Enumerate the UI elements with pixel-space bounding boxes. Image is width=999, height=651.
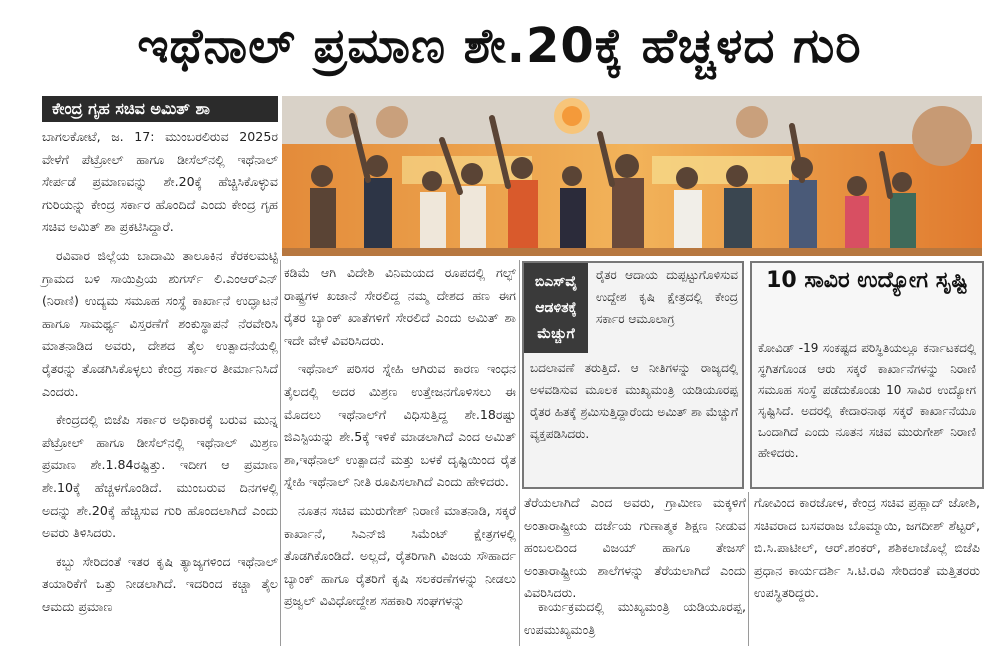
kicker: ಕೇಂದ್ರ ಗೃಹ ಸಚಿವ ಅಮಿತ್ ಶಾ	[42, 96, 278, 122]
box-text-top: ರೈತರ ಆದಾಯ ದುಪ್ಪಟ್ಟುಗೊಳಿಸುವ ಉದ್ದೇಶ ಕೃಷಿ ಕ್ಷೇತ್ರದಲ್ಲಿ ಕೇಂದ್ರ ಸರ್ಕಾರ ಆಮೂಲಾಗ್ರ	[596, 268, 738, 326]
column-divider	[280, 260, 281, 646]
paragraph: ಇಥೆನಾಲ್ ಪರಿಸರ ಸ್ನೇಹಿ ಆಗಿರುವ ಕಾರಣ ಇಂಧನ ತೈಲದಲ್ಲಿ ಅದರ ಮಿಶ್ರಣ ಉತ್ತೇಜನಗೊಳಿಸಲು ಈ ಮೊದಲು ಇಥೆನಾಲ್‌ಗೆ ವಿಧಿಸುತ್ತಿದ್ದ ಶೇ.18ರಷ್ಟು ಜಿಎಸ್ಟಿಯನ್ನು ಶೇ.5ಕ್ಕೆ ಇಳಿಕೆ ಮಾಡಲಾಗಿದೆ ಎಂದ ಅಮಿತ್ ಶಾ,ಇಥೆನಾಲ್ ಉತ್ಪಾದನೆ ಮತ್ತು ಬಳಕೆ ದೃಷ್ಟಿಯಿಂದ ರೈತ ಸ್ನೇಹಿ ಇಥೆನಾಲ್ ನೀತಿ ರೂಪಿಸಲಾಗಿದೆ ಎಂದು ಹೇಳಿದರು.	[284, 361, 516, 490]
paragraph: ಕಬ್ಬು ಸೇರಿದಂತೆ ಇತರ ಕೃಷಿ ತ್ಯಾಜ್ಯಗಳಿಂದ ಇಥೆನಾಲ್ ತಯಾರಿಕೆಗೆ ಒತ್ತು ನೀಡಲಾಗಿದೆ. ಇದರಿಂದ ಕಚ್ಚಾ ತೈಲ ಆಮದು ಪ್ರಮಾಣ	[42, 553, 278, 614]
column-3: ತೆರೆಯಲಾಗಿದೆ ಎಂದ ಅವರು, ಗ್ರಾಮೀಣ ಮಕ್ಕಳಿಗೆ ಅಂತಾರಾಷ್ಟ್ರೀಯ ದರ್ಜೆಯ ಗುಣಾತ್ಮಕ ಶಿಕ್ಷಣ ನೀಡುವ ಹಂಬಲದಿಂದ ವಿಜಯ್ ಹಾಗೂ ತೇಜಸ್ ಅಂತಾರಾಷ್ಟ್ರೀಯ ಶಾಲೆಗಳನ್ನು ತೆರೆಯಲಾಗಿದೆ ಎಂದು ವಿವರಿಸಿದರು.	[524, 495, 746, 601]
paragraph: ನೂತನ ಸಚಿವ ಮುರುಗೇಶ್ ನಿರಾಣಿ ಮಾತನಾಡಿ, ಸಕ್ಕರೆ ಕಾರ್ಖಾನೆ, ಸಿಎನ್‌ಜಿ ಸಿಮೆಂಟ್ ಕ್ಷೇತ್ರಗಳಲ್ಲಿ ತೊಡಗಿಕೊಂಡಿದೆ. ಅಲ್ಲದೆ, ರೈತರಿಗಾಗಿ ವಿಜಯ ಸೌಹಾರ್ದ ಬ್ಯಾಂಕ್ ಹಾಗೂ ರೈತರಿಗೆ ಕೃಷಿ ಸಲಕರಣೆಗಳನ್ನು ನೀಡಲು ಪ್ರಜ್ವಲ್ ವಿವಿಧೋದ್ದೇಶ ಸಹಕಾರಿ ಸಂಘಗಳನ್ನು	[284, 502, 516, 609]
box2-text: ಕೋವಿಡ್ -19 ಸಂಕಷ್ಟದ ಪರಿಸ್ಥಿತಿಯಲ್ಲೂ ಕರ್ನಾಟಕದಲ್ಲಿ ಸ್ಥಗಿತಗೊಂಡ ಆರು ಸಕ್ಕರೆ ಕಾರ್ಖಾನೆಗಳನ್ನು ನಿರಾಣಿ ಸಮೂಹ ಸಂಸ್ಥೆ ಪಡೆದುಕೊಂಡು 10 ಸಾವಿರ ಉದ್ಯೋಗ ಸೃಷ್ಟಿಸಿದೆ. ಅದರಲ್ಲಿ ಕೇದಾರನಾಥ ಸಕ್ಕರೆ ಕಾರ್ಖಾನೆಯೂ ಒಂದಾಗಿದೆ ಎಂದು ನೂತನ ಸಚಿವ ಮುರುಗೇಶ್ ನಿರಾಣಿ ಹೇಳಿದರು.	[758, 341, 976, 460]
column-3-continued: ಕಾರ್ಯಕ್ರಮದಲ್ಲಿ ಮುಖ್ಯಮಂತ್ರಿ ಯಡಿಯೂರಪ್ಪ, ಉಪಮುಖ್ಯಮಂತ್ರಿ	[524, 599, 746, 637]
box-kicker: ಬಿಎಸ್‌ವೈ ಆಡಳಿತಕ್ಕೆ ಮೆಚ್ಚುಗೆ	[524, 263, 588, 353]
box-text-bottom: ಬದಲಾವಣೆ ತರುತ್ತಿದೆ. ಆ ನೀತಿಗಳನ್ನು ರಾಜ್ಯದಲ್ಲಿ ಅಳವಡಿಸುವ ಮೂಲಕ ಮುಖ್ಯಮಂತ್ರಿ ಯಡಿಯೂರಪ್ಪ ರೈತರ ಹಿತಕ್ಕೆ ಶ್ರಮಿಸುತ್ತಿದ್ದಾರೆಂದು ಅಮಿತ್ ಶಾ ಮೆಚ್ಚುಗೆ ವ್ಯಕ್ತಪಡಿಸಿದರು.	[530, 361, 738, 441]
box2-title: 10 ಸಾವಿರ ಉದ್ಯೋಗ ಸೃಷ್ಟಿ	[766, 268, 968, 293]
headline: ಇಥೆನಾಲ್ ಪ್ರಮಾಣ ಶೇ.20ಕ್ಕೆ ಹೆಚ್ಚಳದ ಗುರಿ	[137, 17, 862, 74]
news-photo	[282, 96, 982, 256]
column-2	[284, 262, 516, 646]
paragraph: ರವಿವಾರ ಜಿಲ್ಲೆಯ ಬಾದಾಮಿ ತಾಲೂಕಿನ ಕೆರಕಲಮಟ್ಟಿ ಗ್ರಾಮದ ಬಳಿ ಸಾಯಿಪ್ರಿಯ ಶುಗರ್ಸ್ ಲಿ.ಎಂಆರ್‌ಎನ್ (ನಿರಾಣಿ) ಉದ್ಯಮ ಸಮೂಹ ಸಂಸ್ಥೆ ಕಾರ್ಖಾನೆ ಉದ್ಘಾಟನೆ ಹಾಗೂ ಸಾಮರ್ಥ್ಯ ವಿಸ್ತರಣೆಗೆ ಶಂಕುಸ್ಥಾಪನೆ ನೆರವೇರಿಸಿ ಮಾತನಾಡಿದ ಅವರು, ದೇಶದ ತೈಲ ಉತ್ಪಾದನೆಯಲ್ಲಿ ರೈತರನ್ನು ತೊಡಗಿಸಿಕೊಳ್ಳಲು ಕೇಂದ್ರ ಸರ್ಕಾರ ತೀರ್ಮಾನಿಸಿದೆ ಎಂದರು.	[42, 247, 278, 399]
paragraph: ಕೇಂದ್ರದಲ್ಲಿ ಬಿಜೆಪಿ ಸರ್ಕಾರ ಅಧಿಕಾರಕ್ಕೆ ಬರುವ ಮುನ್ನ ಪೆಟ್ರೋಲ್ ಹಾಗೂ ಡೀಸೆಲ್‌ನಲ್ಲಿ ಇಥೆನಾಲ್ ಮಿಶ್ರಣ ಪ್ರಮಾಣ ಶೇ.1.84ರಷ್ಟಿತ್ತು. ಇದೀಗ ಆ ಪ್ರಮಾಣ ಶೇ.10ಕ್ಕೆ ಹೆಚ್ಚಳಗೊಂಡಿದೆ. ಮುಂಬರುವ ದಿನಗಳಲ್ಲಿ ಅದನ್ನು ಶೇ.20ಕ್ಕೆ ಹೆಚ್ಚಿಸುವ ಗುರಿ ಹೊಂದಲಾಗಿದೆ ಎಂದು ಅವರು ತಿಳಿಸಿದರು.	[42, 412, 278, 541]
column-divider	[748, 492, 749, 646]
paragraph: ಬಾಗಲಕೋಟೆ, ಜ. 17: ಮುಂಬರಲಿರುವ 2025ರ ವೇಳೆಗೆ ಪೆಟ್ರೋಲ್ ಹಾಗೂ ಡೀಸೆಲ್‌ನಲ್ಲಿ ಇಥೆನಾಲ್ ಸೇರ್ಪಡೆ ಪ್ರಮಾಣವನ್ನು ಶೇ.20ಕ್ಕೆ ಹೆಚ್ಚಿಸಿಕೊಳ್ಳುವ ಗುರಿಯನ್ನು ಕೇಂದ್ರ ಸರ್ಕಾರ ಹೊಂದಿದೆ ಎಂದು ಕೇಂದ್ರ ಗೃಹ ಸಚಿವ ಅಮಿತ್ ಶಾ ಪ್ರಕಟಿಸಿದ್ದಾರೆ.	[42, 129, 278, 235]
paragraph: ಕಡಿಮೆ ಆಗಿ ವಿದೇಶಿ ವಿನಿಮಯದ ರೂಪದಲ್ಲಿ ಗಲ್ಫ್ ರಾಷ್ಟ್ರಗಳ ಖಜಾನೆ ಸೇರಲಿದ್ದ ನಮ್ಮ ದೇಶದ ಹಣ ಈಗ ರೈತರ ಬ್ಯಾಂಕ್ ಖಾತೆಗಳಿಗೆ ಸೇರಲಿದೆ ಎಂದು ಅಮಿತ್ ಶಾ ಇದೇ ವೇಳೆ ವಿವರಿಸಿದರು.	[284, 265, 516, 348]
column-4: ಗೋವಿಂದ ಕಾರಜೋಳ, ಕೇಂದ್ರ ಸಚಿವ ಪ್ರಹ್ಲಾದ್ ಜೋಶಿ, ಸಚಿವರಾದ ಬಸವರಾಜ ಬೊಮ್ಮಾಯಿ, ಜಗದೀಶ್ ಶೆಟ್ಟರ್, ಬಿ.ಸಿ.ಪಾಟೀಲ್, ಆರ್.ಶಂಕರ್, ಶಶಿಕಲಾಜೊಲ್ಲೆ ಬಿಜೆಪಿ ಪ್ರಧಾನ ಕಾರ್ಯದರ್ಶಿ ಸಿ.ಟಿ.ರವಿ ಸೇರಿದಂತೆ ಮತ್ತಿತರರು ಉಪಸ್ಥಿತರಿದ್ದರು.	[754, 495, 980, 601]
column-1	[42, 126, 278, 646]
column-divider	[519, 260, 520, 646]
stage-photo-illustration	[282, 96, 982, 256]
